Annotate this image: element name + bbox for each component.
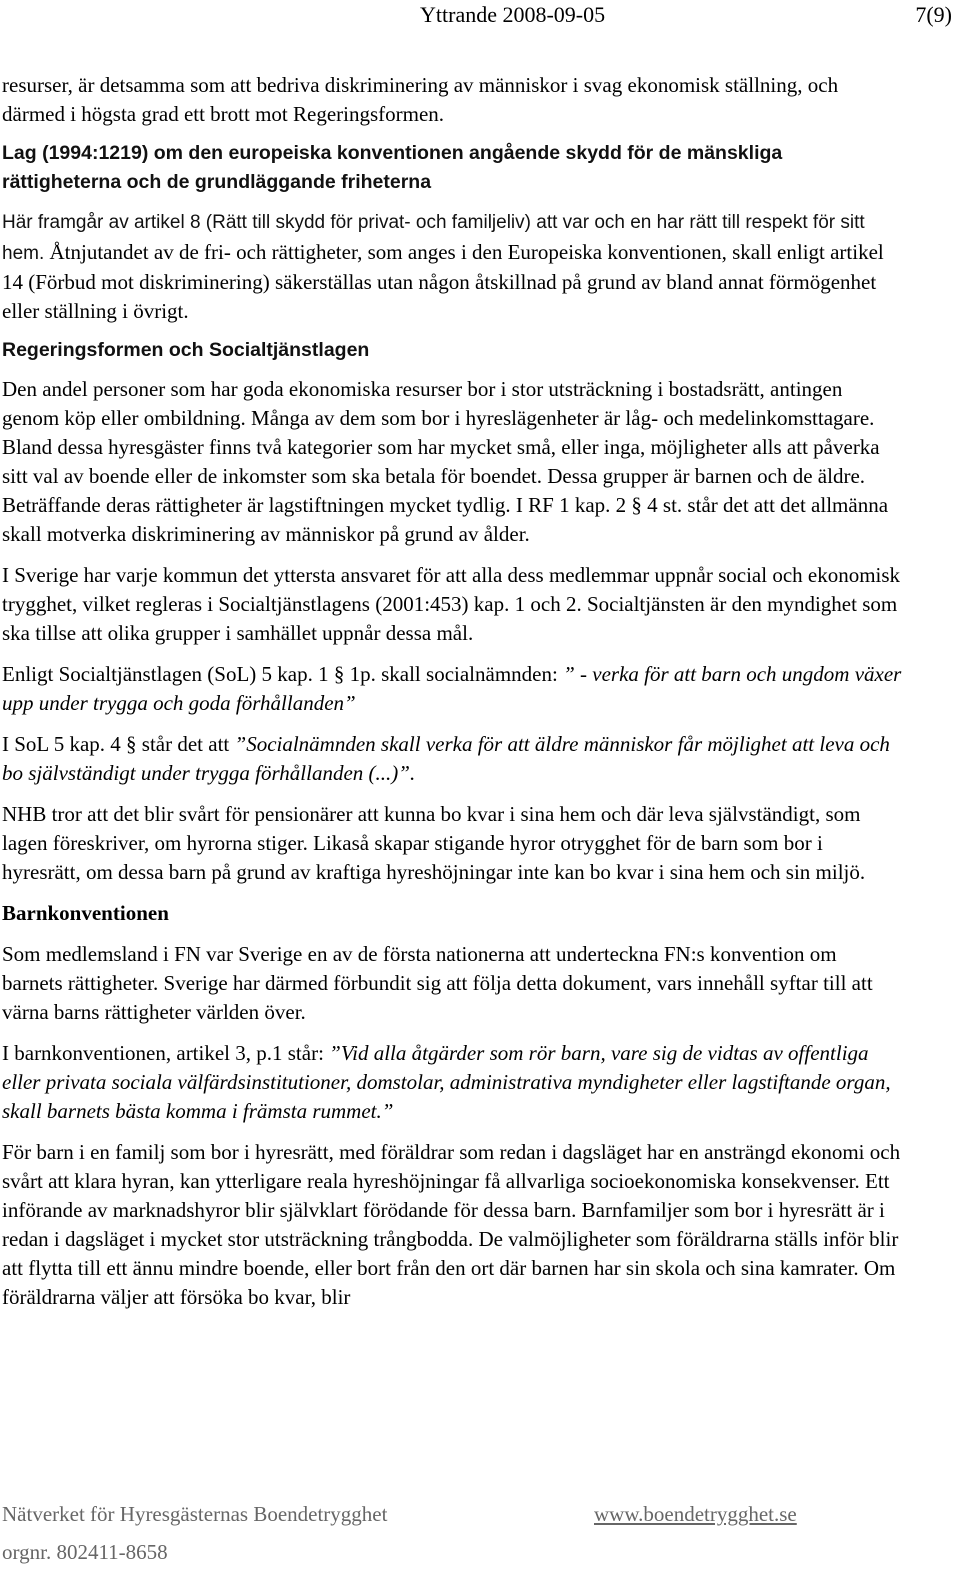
document-body	[2, 71, 902, 1312]
sol-paragraph-1	[2, 660, 902, 718]
echr-text-part-2: Åtnjutandet av de fri- och rättigheter, som anges i den Europeiska konventionen, skall enligt artikel 14 (Förbud mot diskriminering) säkerställas utan någon åtskillnad på grund av bland annat förmögenhet eller ställning i övrigt.	[2, 239, 884, 323]
sol-p1-text: Enligt Socialtjänstlagen (SoL) 5 kap. 1 § 1p. skall socialnämnden:	[2, 662, 564, 686]
rf-paragraph-1: Den andel personer som har goda ekonomiska resurser bor i stor utsträckning i bostadsrätt, antingen genom köp eller ombildning. Många av dem som bor i hyreslägenheter är låg- och medelinkomsttagare. Bland dessa hyresgäster finns två kategorier som har mycket små, eller inga, möjligheter alls att påverka sitt val av boende eller de inkomster som ska betala för boendet. Dessa grupper är barnen och de äldre. Beträffande deras rättigheter är lagstiftningen mycket tydlig. I RF 1 kap. 2 § 4 st. står det att det allmänna skall motverka diskriminering av människor på grund av ålder.	[2, 377, 889, 546]
page-footer	[0, 1500, 960, 1578]
page-header	[0, 0, 960, 40]
sol-paragraph-2	[2, 730, 902, 788]
bk-p2-text: I barnkonventionen, artikel 3, p.1 står:	[2, 1041, 330, 1065]
sol-p2-quote: ”Socialnämnden skall verka för att äldre människor får möjlighet att leva och bo självständigt under trygga förhållanden (...)”.	[2, 732, 890, 785]
sol-p1-quote: ” - verka för att barn och ungdom växer upp under trygga och goda förhållanden”	[2, 662, 902, 715]
rf-heading: Regeringsformen och Socialtjänstlagen	[2, 339, 370, 361]
bk-paragraph-1: Som medlemsland i FN var Sverige en av de första nationerna att underteckna FN:s konvention om barnets rättigheter. Sverige har därmed förbundit sig att följa detta dokument, vars innehåll syftar till att värna barns rättigheter världen över.	[2, 942, 873, 1024]
rf-paragraph-2: I Sverige har varje kommun det yttersta ansvaret för att alla dess medlemmar uppnår social och ekonomisk trygghet, vilket regleras i Socialtjänstlagens (2001:453) kap. 1 och 2. Socialtjänsten är den myndighet som ska tillse att olika grupper i samhället uppnår dessa mål.	[2, 563, 901, 645]
intro-paragraph: resurser, är detsamma som att bedriva diskriminering av människor i svag ekonomisk ställning, och därmed i högsta grad ett brott mot Regeringsformen.	[2, 73, 839, 126]
echr-heading: Lag (1994:1219) om den europeiska konventionen angående skydd för de mänskliga rättigheterna och de grundläggande friheterna	[2, 142, 783, 193]
header-title: Yttrande 2008-09-05	[420, 2, 606, 27]
bk-p2-quote: ”Vid alla åtgärder som rör barn, vare sig de vidtas av offentliga eller privata sociala välfärdsinstitutioner, domstolar, administrativa myndigheter eller lagstiftande organ, skall barnets bästa komma i främsta rummet.”	[2, 1041, 891, 1123]
nhb-paragraph: NHB tror att det blir svårt för pensionärer att kunna bo kvar i sina hem och där leva självständigt, som lagen föreskriver, om hyrorna stiger. Likaså skapar stigande hyror otrygghet för de barn som bor i hyresrätt, om dessa barn på grund av kraftiga hyreshöjningar inte kan bo kvar i sina hem och sin miljö.	[2, 802, 866, 884]
bk-heading: Barnkonventionen	[2, 901, 169, 925]
footer-website-link[interactable]: www.boendetrygghet.se	[594, 1502, 797, 1526]
footer-organization: Nätverket för Hyresgästernas Boendetrygghet	[2, 1502, 388, 1526]
sol-p2-text: I SoL 5 kap. 4 § står det att	[2, 732, 235, 756]
footer-orgnr: orgnr. 802411-8658	[2, 1540, 168, 1564]
bk-paragraph-3: För barn i en familj som bor i hyresrätt, med föräldrar som redan i dagsläget har en ansträngd ekonomi och svårt att klara hyran, kan ytterligare reala hyreshöjningar få allvarliga socioekonomiska konsekvenser. Ett införande av marknadshyror blir självklart förödande för dessa barn. Barnfamiljer som bor i hyresrätt är i redan i dagsläget i mycket stor utsträckning trångbodda. De valmöjligheter som föräldrarna ställs inför blir att flytta till ett ännu mindre boende, eller bort från den ort där barnen har sin skola och sina kamrater. Om föräldrarna väljer att försöka bo kvar, blir	[2, 1140, 901, 1309]
bk-paragraph-2	[2, 1039, 902, 1126]
echr-paragraph	[2, 207, 902, 326]
echr-text-part-1: Här framgår av artikel 8 (Rätt till skydd för privat- och familjeliv) att var och en har rätt till respekt för sitt hem.	[2, 212, 865, 264]
page-number: 7(9)	[915, 2, 952, 27]
